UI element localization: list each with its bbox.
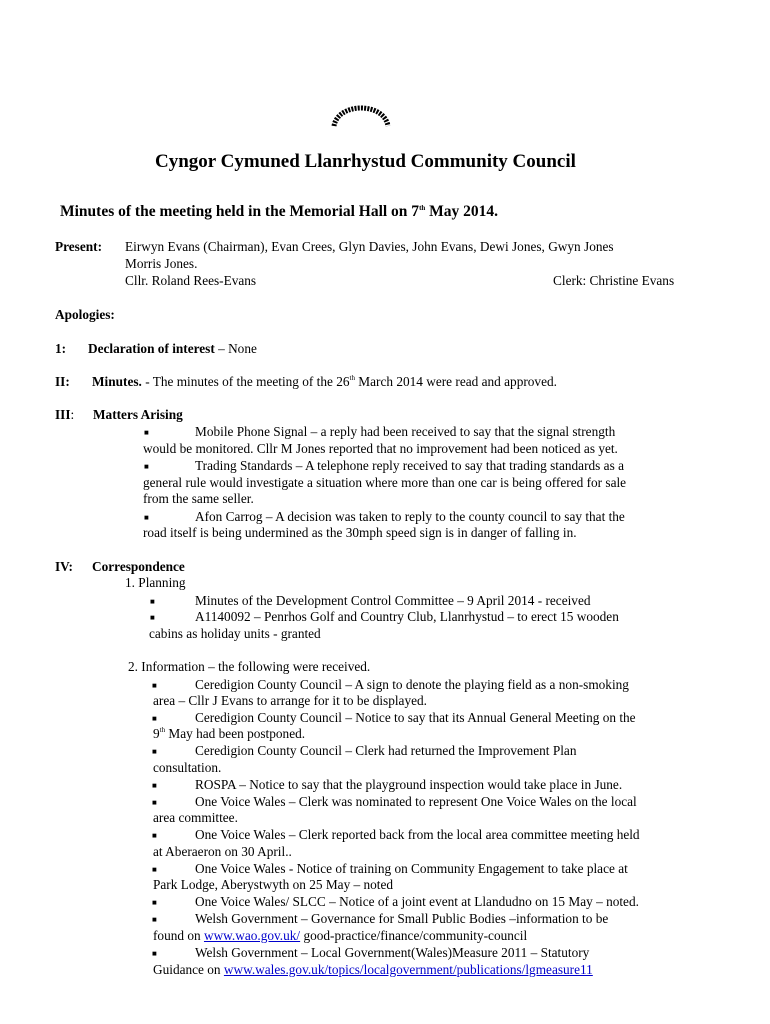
bullet-icon: ■ <box>152 915 157 924</box>
bullet-icon: ■ <box>152 865 157 874</box>
list-item: would be monitored. Cllr M Jones reported that no improvement had been noticed as yet. <box>143 441 618 456</box>
present-line: Morris Jones. <box>125 256 198 271</box>
list-item: Ceredigion County Council – Clerk had returned the Improvement Plan <box>195 743 577 758</box>
list-item: One Voice Wales - Notice of training on Community Engagement to take place at <box>195 861 628 876</box>
list-item: Ceredigion County Council – Notice to say that its Annual General Meeting on the <box>195 710 636 725</box>
item-correspondence: Correspondence <box>92 559 185 574</box>
bullet-icon: ■ <box>150 613 155 622</box>
list-item: Guidance on www.wales.gov.uk/topics/localgovernment/publications/lgmeasure11 <box>153 962 593 977</box>
bullet-icon: ■ <box>144 513 149 522</box>
list-item: area committee. <box>153 810 238 825</box>
item-number: III: <box>55 407 75 422</box>
bullet-icon: ■ <box>152 681 157 690</box>
list-item: general rule would investigate a situation where more than one car is being offered for sale <box>143 475 627 490</box>
bullet-icon: ■ <box>144 462 149 471</box>
list-item: Park Lodge, Aberystwyth on 25 May – noted <box>153 877 394 892</box>
list-item: 9th May had been postponed. <box>153 726 306 741</box>
apologies-label: Apologies: <box>55 307 115 322</box>
list-item: consultation. <box>153 760 222 775</box>
list-item: A1140092 – Penrhos Golf and Country Club, Llanrhystud – to erect 15 wooden <box>195 609 619 624</box>
bullet-icon: ■ <box>152 831 157 840</box>
list-item: Ceredigion County Council – A sign to denote the playing field as a non-smoking <box>195 677 629 692</box>
list-item: Trading Standards – A telephone reply received to say that trading standards as a <box>195 458 624 473</box>
list-item: One Voice Wales – Clerk reported back from the local area committee meeting held <box>195 827 640 842</box>
item-declaration: Declaration of interest – None <box>88 341 257 356</box>
bullet-icon: ■ <box>152 949 157 958</box>
wales-gov-link[interactable]: www.wales.gov.uk/topics/localgovernment/publications/lgmeasure11 <box>223 962 593 977</box>
list-item: Welsh Government – Governance for Small Public Bodies –information to be <box>195 911 609 926</box>
item-minutes: Minutes. - The minutes of the meeting of the 26th March 2014 were read and approved. <box>92 374 557 389</box>
planning-label: 1. Planning <box>125 575 186 590</box>
bullet-icon: ■ <box>152 747 157 756</box>
list-item: from the same seller. <box>143 491 254 506</box>
present-line: Eirwyn Evans (Chairman), Evan Crees, Glyn Davies, John Evans, Dewi Jones, Gwyn Jones <box>125 239 614 254</box>
information-label: 2. Information – the following were received. <box>128 659 371 674</box>
item-number: II: <box>55 374 70 389</box>
bullet-icon: ■ <box>150 597 155 606</box>
list-item: area – Cllr J Evans to arrange for it to be displayed. <box>153 693 427 708</box>
list-item: Minutes of the Development Control Committee – 9 April 2014 - received <box>195 593 591 608</box>
list-item: cabins as holiday units - granted <box>149 626 321 641</box>
list-item: Afon Carrog – A decision was taken to reply to the county council to say that the <box>195 509 625 524</box>
bullet-icon: ■ <box>152 781 157 790</box>
item-number: 1: <box>55 341 67 356</box>
document-title: Cyngor Cymuned Llanrhystud Community Council <box>155 151 576 172</box>
list-item: One Voice Wales – Clerk was nominated to represent One Voice Wales on the local <box>195 794 637 809</box>
list-item: at Aberaeron on 30 April.. <box>153 844 292 859</box>
list-item: Mobile Phone Signal – a reply had been received to say that the signal strength <box>195 424 616 439</box>
list-item: road itself is being undermined as the 30mph speed sign is in danger of falling in. <box>143 525 577 540</box>
bullet-icon: ■ <box>152 898 157 907</box>
list-item: found on www.wao.gov.uk/ good-practice/finance/community-council <box>153 928 528 943</box>
council-emblem <box>326 96 396 132</box>
bullet-icon: ■ <box>152 714 157 723</box>
bullet-icon: ■ <box>144 428 149 437</box>
meeting-subtitle: Minutes of the meeting held in the Memorial Hall on 7th May 2014. <box>60 203 499 220</box>
list-item: Welsh Government – Local Government(Wales)Measure 2011 – Statutory <box>195 945 590 960</box>
list-item: One Voice Wales/ SLCC – Notice of a joint event at Llandudno on 15 May – noted. <box>195 894 639 909</box>
bullet-icon: ■ <box>152 798 157 807</box>
item-matters-arising: Matters Arising <box>93 407 183 422</box>
wao-link[interactable]: www.wao.gov.uk/ <box>203 928 301 943</box>
list-item: ROSPA – Notice to say that the playground inspection would take place in June. <box>195 777 623 792</box>
present-label: Present: <box>55 239 103 254</box>
present-line: Cllr. Roland Rees-Evans <box>125 273 257 288</box>
item-number: IV: <box>55 559 73 574</box>
clerk-name: Clerk: Christine Evans <box>553 273 675 288</box>
